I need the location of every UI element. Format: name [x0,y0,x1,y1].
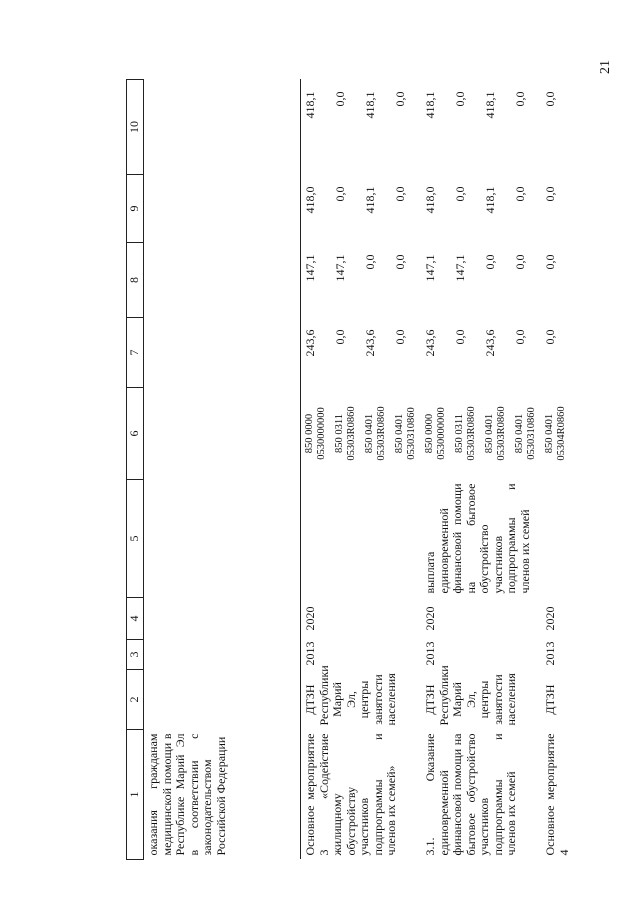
column-header: 2 [127,670,144,730]
program-table [126,79,574,860]
value-2020: 418,1 [363,186,377,214]
value-2019: 0,0 [363,254,377,270]
value-total: 418,1 [423,91,437,119]
value-2019: 0,0 [513,254,527,270]
budget-code: 850 0401 05303R0860 [484,406,507,461]
value-2019: 147,1 [453,254,467,282]
header-row [127,80,144,860]
column-header: 9 [127,175,144,243]
value-2020: 0,0 [453,186,467,202]
column-header: 4 [127,598,144,640]
value-total: 0,0 [333,91,347,107]
column-header: 7 [127,318,144,388]
value-2020: 0,0 [513,186,527,202]
value-2018: 0,0 [393,329,407,345]
table-row [421,80,451,860]
value-2018: 0,0 [333,329,347,345]
value-total: 0,0 [543,91,557,107]
budget-code: 850 0000 0530000000 [304,407,327,460]
value-2020: 418,0 [423,186,437,214]
continuation-row [144,80,301,860]
value-2019: 0,0 [543,254,557,270]
executor: ДТЗН Республики Марий Эл, центры занятости населения [423,665,518,726]
value-2018: 0,0 [453,329,467,345]
column-header: 5 [127,480,144,598]
value-2020: 0,0 [543,186,557,202]
value-2018: 243,6 [303,329,317,357]
value-2020: 0,0 [393,186,407,202]
table-row [301,80,332,860]
value-total: 418,1 [483,91,497,119]
value-2018: 0,0 [513,329,527,345]
start-year: 2013 [303,641,317,666]
value-2019: 147,1 [333,254,347,282]
executor: ДТЗН [543,684,557,715]
expected-result: выплата единовременной финансовой помощи на бытовое обустройство участников подпрограммы и членов их семей [423,483,532,594]
value-total: 0,0 [453,91,467,107]
activity-name: Основное мероприятие 3 «Содействие жилищному обустройству участников подпрограммы и членов их семей» [303,733,398,856]
value-2019: 0,0 [393,254,407,270]
budget-code: 850 0000 0530000000 [424,407,447,460]
budget-code: 850 0401 0530310860 [514,407,537,460]
activity-name: 3.1. Оказание единовременной финансовой помощи на бытовое обустройство участников подпрограммы и членов их семей [423,733,518,856]
start-year: 2013 [423,641,437,666]
budget-code: 850 0401 05304R0860 [544,406,567,461]
executor: ДТЗН Республики Марий Эл, центры занятости населения [303,665,398,726]
end-year: 2020 [423,606,437,631]
budget-code: 850 0311 05303R0860 [454,406,477,461]
value-total: 0,0 [513,91,527,107]
start-year: 2013 [543,641,557,666]
column-header: 3 [127,640,144,670]
value-2020: 0,0 [333,186,347,202]
expected-result [541,480,574,598]
value-2020: 418,0 [303,186,317,214]
column-header: 8 [127,243,144,318]
value-total: 418,1 [303,91,317,119]
value-2019: 0,0 [483,254,497,270]
activity-name: Основное мероприятие 4 [543,733,571,856]
column-header: 6 [127,388,144,480]
expected-result [301,480,422,598]
end-year: 2020 [543,606,557,631]
budget-code: 850 0401 05303R0860 [364,406,387,461]
value-2020: 418,1 [483,186,497,214]
value-2018: 243,6 [423,329,437,357]
value-total: 0,0 [393,91,407,107]
rotated-table-area [126,80,571,860]
value-2018: 243,6 [363,329,377,357]
table-row [541,80,574,860]
value-2019: 147,1 [423,254,437,282]
column-header: 1 [127,730,144,860]
end-year: 2020 [303,606,317,631]
budget-code: 850 0311 05303R0860 [334,406,357,461]
value-total: 418,1 [363,91,377,119]
value-2019: 147,1 [303,254,317,282]
continuation-text: оказания гражданам медицинской помощи в Республике Марий Эл в соответствии с законодательством Российской Федерации [144,730,301,860]
value-2018: 0,0 [543,329,557,345]
value-2018: 243,6 [483,329,497,357]
column-header: 10 [127,80,144,175]
budget-code: 850 0401 0530310860 [394,407,417,460]
page-number: 21 [598,60,613,74]
